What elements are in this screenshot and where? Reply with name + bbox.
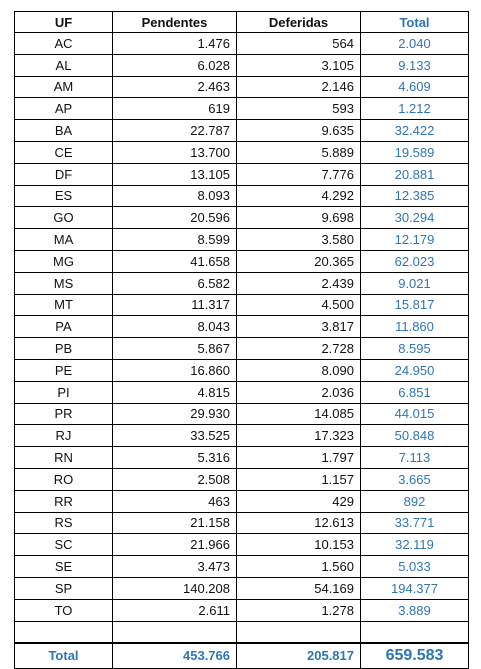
- cell-deferidas: 14.085: [237, 403, 361, 425]
- cell-total: 4.609: [361, 76, 469, 98]
- cell-pendentes: 22.787: [113, 120, 237, 142]
- cell-total: 8.595: [361, 338, 469, 360]
- table-row: [15, 294, 469, 316]
- table-row: [15, 207, 469, 229]
- cell-deferidas: 3.817: [237, 316, 361, 338]
- cell-deferidas: 2.728: [237, 338, 361, 360]
- cell-deferidas: 3.580: [237, 229, 361, 251]
- cell-deferidas: 3.105: [237, 54, 361, 76]
- cell-deferidas: 593: [237, 98, 361, 120]
- cell-total: 9.133: [361, 54, 469, 76]
- cell-pendentes: 140.208: [113, 577, 237, 599]
- table-row: [15, 338, 469, 360]
- totals-row: [15, 643, 469, 669]
- cell-total: 33.771: [361, 512, 469, 534]
- cell-deferidas: 1.797: [237, 447, 361, 469]
- cell-uf: MS: [15, 272, 113, 294]
- cell-deferidas: 20.365: [237, 250, 361, 272]
- cell-uf: AP: [15, 98, 113, 120]
- totals-grand-total: 659.583: [361, 643, 469, 669]
- cell-total: 19.589: [361, 141, 469, 163]
- cell-pendentes: 21.966: [113, 534, 237, 556]
- cell-pendentes: 6.028: [113, 54, 237, 76]
- cell-uf: SP: [15, 577, 113, 599]
- cell-pendentes: 33.525: [113, 425, 237, 447]
- cell-uf: CE: [15, 141, 113, 163]
- table-row: [15, 359, 469, 381]
- table-row: [15, 98, 469, 120]
- cell-pendentes: 619: [113, 98, 237, 120]
- cell-total: 11.860: [361, 316, 469, 338]
- cell-total: 7.113: [361, 447, 469, 469]
- table-row: [15, 54, 469, 76]
- cell-deferidas: 7.776: [237, 163, 361, 185]
- cell-pendentes: 8.043: [113, 316, 237, 338]
- cell-uf: MT: [15, 294, 113, 316]
- cell-uf: PB: [15, 338, 113, 360]
- cell-deferidas: 2.036: [237, 381, 361, 403]
- cell-total: 32.422: [361, 120, 469, 142]
- cell-pendentes: 2.463: [113, 76, 237, 98]
- cell-total: 50.848: [361, 425, 469, 447]
- cell-total: 30.294: [361, 207, 469, 229]
- cell-uf: PE: [15, 359, 113, 381]
- cell-uf: AC: [15, 33, 113, 55]
- table-row: [15, 272, 469, 294]
- cell-uf: AL: [15, 54, 113, 76]
- cell-total: 2.040: [361, 33, 469, 55]
- cell-pendentes: 463: [113, 490, 237, 512]
- cell-pendentes: 41.658: [113, 250, 237, 272]
- cell-uf: AM: [15, 76, 113, 98]
- table-row: [15, 447, 469, 469]
- cell-pendentes: 3.473: [113, 556, 237, 578]
- cell-uf: PI: [15, 381, 113, 403]
- cell-total: 32.119: [361, 534, 469, 556]
- cell-total: 24.950: [361, 359, 469, 381]
- cell-total: 15.817: [361, 294, 469, 316]
- cell-uf: ES: [15, 185, 113, 207]
- cell-pendentes: 5.316: [113, 447, 237, 469]
- cell-pendentes: 2.508: [113, 468, 237, 490]
- cell-deferidas: 54.169: [237, 577, 361, 599]
- header-total: Total: [361, 12, 469, 33]
- table-row: [15, 141, 469, 163]
- cell-pendentes: 8.093: [113, 185, 237, 207]
- table-row: [15, 403, 469, 425]
- table-row: [15, 468, 469, 490]
- table-row: [15, 490, 469, 512]
- cell-uf: RS: [15, 512, 113, 534]
- table-row: [15, 120, 469, 142]
- cell-deferidas: 9.635: [237, 120, 361, 142]
- cell-deferidas: 2.146: [237, 76, 361, 98]
- cell-uf: RN: [15, 447, 113, 469]
- table-row: [15, 534, 469, 556]
- table-container: [14, 11, 469, 669]
- cell-deferidas: 429: [237, 490, 361, 512]
- cell-deferidas: 5.889: [237, 141, 361, 163]
- cell-total: 44.015: [361, 403, 469, 425]
- cell-pendentes: 1.476: [113, 33, 237, 55]
- cell-uf: RO: [15, 468, 113, 490]
- uf-summary-table: [14, 11, 469, 669]
- cell-deferidas: 1.157: [237, 468, 361, 490]
- cell-uf: MA: [15, 229, 113, 251]
- table-row: [15, 185, 469, 207]
- cell-deferidas: 4.292: [237, 185, 361, 207]
- cell-uf: PR: [15, 403, 113, 425]
- cell-uf: BA: [15, 120, 113, 142]
- cell-pendentes: 13.105: [113, 163, 237, 185]
- cell-uf: DF: [15, 163, 113, 185]
- cell-total: 3.889: [361, 599, 469, 621]
- cell-pendentes: 2.611: [113, 599, 237, 621]
- header-deferidas: Deferidas: [237, 12, 361, 33]
- cell-total: 5.033: [361, 556, 469, 578]
- blank-row: [15, 621, 469, 643]
- cell-total: 20.881: [361, 163, 469, 185]
- totals-label: Total: [15, 643, 113, 669]
- table-row: [15, 316, 469, 338]
- table-row: [15, 599, 469, 621]
- cell-uf: TO: [15, 599, 113, 621]
- table-row: [15, 76, 469, 98]
- cell-pendentes: 20.596: [113, 207, 237, 229]
- cell-deferidas: 1.278: [237, 599, 361, 621]
- cell-uf: RR: [15, 490, 113, 512]
- cell-total: 12.385: [361, 185, 469, 207]
- cell-uf: PA: [15, 316, 113, 338]
- cell-deferidas: 4.500: [237, 294, 361, 316]
- cell-uf: GO: [15, 207, 113, 229]
- cell-pendentes: 8.599: [113, 229, 237, 251]
- cell-pendentes: 6.582: [113, 272, 237, 294]
- cell-pendentes: 11.317: [113, 294, 237, 316]
- cell-deferidas: 17.323: [237, 425, 361, 447]
- cell-total: 9.021: [361, 272, 469, 294]
- cell-total: 3.665: [361, 468, 469, 490]
- table-row: [15, 33, 469, 55]
- cell-pendentes: 29.930: [113, 403, 237, 425]
- table-row: [15, 229, 469, 251]
- cell-deferidas: 8.090: [237, 359, 361, 381]
- totals-pendentes: 453.766: [113, 643, 237, 669]
- table-row: [15, 512, 469, 534]
- cell-total: 62.023: [361, 250, 469, 272]
- cell-pendentes: 4.815: [113, 381, 237, 403]
- cell-total: 12.179: [361, 229, 469, 251]
- table-row: [15, 381, 469, 403]
- cell-total: 6.851: [361, 381, 469, 403]
- cell-pendentes: 21.158: [113, 512, 237, 534]
- totals-deferidas: 205.817: [237, 643, 361, 669]
- cell-deferidas: 1.560: [237, 556, 361, 578]
- table-row: [15, 250, 469, 272]
- table-row: [15, 577, 469, 599]
- table-row: [15, 425, 469, 447]
- cell-deferidas: 12.613: [237, 512, 361, 534]
- cell-uf: MG: [15, 250, 113, 272]
- cell-total: 892: [361, 490, 469, 512]
- header-uf: UF: [15, 12, 113, 33]
- cell-total: 1.212: [361, 98, 469, 120]
- cell-uf: SE: [15, 556, 113, 578]
- cell-deferidas: 9.698: [237, 207, 361, 229]
- cell-uf: SC: [15, 534, 113, 556]
- header-pendentes: Pendentes: [113, 12, 237, 33]
- cell-deferidas: 564: [237, 33, 361, 55]
- table-row: [15, 556, 469, 578]
- header-row: [15, 12, 469, 33]
- cell-total: 194.377: [361, 577, 469, 599]
- cell-uf: RJ: [15, 425, 113, 447]
- cell-pendentes: 5.867: [113, 338, 237, 360]
- cell-deferidas: 2.439: [237, 272, 361, 294]
- cell-pendentes: 13.700: [113, 141, 237, 163]
- cell-deferidas: 10.153: [237, 534, 361, 556]
- cell-pendentes: 16.860: [113, 359, 237, 381]
- table-row: [15, 163, 469, 185]
